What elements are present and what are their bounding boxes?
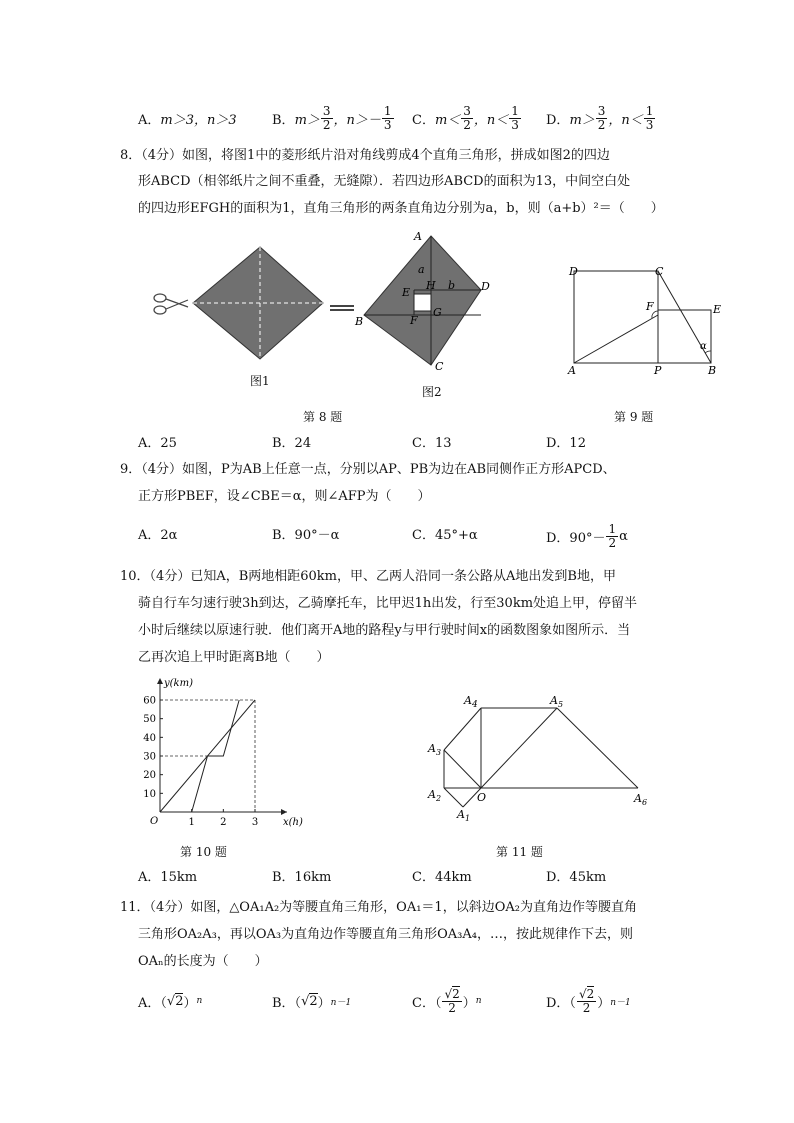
q7-option-b[interactable] <box>272 101 395 135</box>
q7-option-c[interactable] <box>412 101 522 135</box>
y-tick-label: 10 <box>143 788 156 800</box>
series-line-2 <box>192 700 239 812</box>
option-text: ） <box>597 995 611 1011</box>
q10-option-a[interactable]: A．15km <box>138 870 198 885</box>
q8-caption: 第 8 题 <box>303 410 343 424</box>
vertex-label-a6: $A_6$ <box>634 792 648 807</box>
option-label: D． <box>546 112 570 128</box>
q11-line-1: 11．（4分）如图，△OA₁A₂为等腰直角三角形，OA₁＝1，以斜边OA₂为直角边作等腰直角 <box>120 900 637 915</box>
q11-line-2: 三角形OA₂A₃，再以OA₃为直角边作等腰直角三角形OA₃A₄，…，按此规律作下去，则 <box>138 927 633 942</box>
y-axis-label: y(km) <box>164 678 193 689</box>
q10-line-4: 乙再次追上甲时距离B地（ ） <box>138 650 330 665</box>
vertex-label-a4: $A_4$ <box>464 694 478 710</box>
fraction <box>461 105 473 132</box>
option-text: ） <box>183 995 197 1011</box>
numerator: 3 <box>322 103 331 118</box>
y-tick-label: 30 <box>143 751 156 763</box>
vertex-label-o: O <box>477 791 487 804</box>
q8-option-c[interactable]: C．13 <box>412 436 452 451</box>
vertex-label-g: G <box>433 306 442 319</box>
q10-option-c[interactable]: C．44km <box>412 870 472 885</box>
option-text: m＜ <box>434 112 461 128</box>
q8-fig2-caption: 图2 <box>422 385 442 399</box>
sqrt-symbol: √2 <box>301 993 318 1009</box>
fraction <box>606 523 618 550</box>
segment-a5-a6 <box>557 708 638 788</box>
option-label: C． <box>412 112 435 128</box>
x-tick-label: 1 <box>188 817 195 828</box>
fraction <box>596 105 608 132</box>
q11-caption: 第 11 题 <box>496 845 543 859</box>
fraction <box>442 988 461 1015</box>
numerator: √2 <box>578 986 595 1001</box>
angle-label-alpha: α <box>700 341 707 352</box>
vertex-label-b: B <box>708 364 717 377</box>
numerator: 3 <box>597 103 606 118</box>
q11-line-3: OAₙ的长度为（ ） <box>138 954 268 969</box>
q11-option-c[interactable] <box>412 984 482 1018</box>
x-axis-arrow <box>281 809 287 815</box>
option-text: D．（ <box>546 995 576 1011</box>
option-text: m＞ <box>294 112 320 128</box>
segment-a5-o <box>481 708 557 788</box>
q11-option-a[interactable] <box>138 984 202 1018</box>
q7-options <box>138 101 758 135</box>
vertex-label-a: A <box>414 230 422 243</box>
option-label: B． <box>272 112 295 128</box>
denominator: 2 <box>582 1000 591 1015</box>
numerator: 1 <box>511 103 519 118</box>
fraction <box>577 988 596 1015</box>
q8-figure-1 <box>140 240 340 365</box>
segment-a1-a2 <box>444 788 463 807</box>
fraction <box>321 105 333 132</box>
segment-a3-o <box>444 750 481 788</box>
vertex-label-d: D <box>481 280 490 293</box>
scissors-icon <box>154 294 188 314</box>
vertex-label-a3: $A_3$ <box>428 742 442 757</box>
q8-option-d[interactable]: D．12 <box>546 436 586 451</box>
vertex-label-c: C <box>655 265 664 278</box>
option-label: A． <box>138 112 161 128</box>
numerator: 1 <box>608 521 617 536</box>
q7-option-a[interactable] <box>138 101 237 135</box>
vertex-label-d: D <box>569 265 578 278</box>
denominator: 3 <box>383 117 392 132</box>
q11-option-d[interactable] <box>546 984 631 1018</box>
vertex-label-f: F <box>410 314 418 327</box>
fraction <box>382 105 394 132</box>
option-text: m＞ <box>569 112 595 128</box>
x-tick-label: 3 <box>251 817 259 828</box>
exponent: n－1 <box>610 997 631 1008</box>
option-text: ） <box>462 995 476 1011</box>
vertex-label-e: E <box>402 286 411 299</box>
fraction <box>509 105 521 132</box>
q10-option-b[interactable]: B．16km <box>272 870 332 885</box>
option-text: ，n＞－ <box>333 112 381 128</box>
q11-option-b[interactable] <box>272 984 351 1018</box>
option-text: D．90°－ <box>546 530 606 546</box>
q8-fig1-caption: 图1 <box>250 374 270 388</box>
option-text: A．（ <box>138 995 167 1011</box>
denominator: 2 <box>448 1000 456 1015</box>
exponent: n－1 <box>330 997 352 1008</box>
q7-option-d[interactable] <box>546 101 656 135</box>
segment-a3-a4 <box>444 708 481 750</box>
option-text: ，n＜ <box>473 112 509 128</box>
q10-line-3: 小时后继续以原速行驶．他们离开A地的路程y与甲行驶时间x的函数图象如图所示．当 <box>138 623 631 638</box>
vertex-label-a1: $A_1$ <box>457 808 471 823</box>
q8-line-1: 8．（4分）如图，将图1中的菱形纸片沿对角线剪成4个直角三角形，拼成如图2的四边 <box>120 148 610 163</box>
vertex-label-e: E <box>713 303 722 316</box>
q10-line-1: 10．（4分）已知A，B两地相距60km，甲、乙两人沿同一条公路从A地出发到B地，甲 <box>120 569 616 584</box>
y-axis-arrow <box>157 678 163 684</box>
q8-line-2: 形ABCD（相邻纸片之间不重叠，无缝隙）．若四边形ABCD的面积为13，中间空白处 <box>138 174 631 189</box>
q9-line-2: 正方形PBEF，设∠CBE＝α，则∠AFP为（ ） <box>138 489 431 504</box>
denominator: 2 <box>463 117 471 132</box>
side-label-a: a <box>418 263 425 276</box>
q10-line-2: 骑自行车匀速行驶3h到达，乙骑摩托车，比甲迟1h出发，行至30km处追上甲，停留半 <box>138 596 638 611</box>
q9-option-d[interactable] <box>546 519 628 553</box>
vertex-label-p: P <box>654 364 662 377</box>
q11-figure <box>420 690 660 825</box>
exponent: n <box>196 996 203 1006</box>
vertex-label-c: C <box>435 360 444 373</box>
q8-option-a[interactable]: A．25 <box>138 436 177 451</box>
exponent: n <box>475 996 482 1006</box>
origin-label: O <box>150 816 159 827</box>
q8-option-b[interactable]: B．24 <box>272 436 312 451</box>
option-text: C．（ <box>412 995 442 1011</box>
vertex-label-a2: $A_2$ <box>428 788 442 803</box>
option-text: ，n＜ <box>608 112 643 128</box>
denominator: 3 <box>645 117 654 132</box>
q10-chart <box>140 672 303 832</box>
fraction <box>644 105 656 132</box>
q9-option-c[interactable]: C．45°+α <box>412 528 478 543</box>
q9-option-b[interactable]: B．90°－α <box>272 528 340 543</box>
blank-square-efgh <box>414 294 431 311</box>
q9-line-1: 9．（4分）如图，P为AB上任意一点，分别以AP、PB为边在AB同侧作正方形APCD、 <box>120 462 616 477</box>
q9-option-a[interactable]: A．2α <box>138 528 178 543</box>
segment-af <box>574 315 658 363</box>
y-tick-label: 50 <box>143 714 156 726</box>
x-axis-label: x(h) <box>283 817 303 828</box>
side-label-b: b <box>448 279 456 292</box>
q9-figure <box>560 260 730 380</box>
vertex-label-a: A <box>568 364 576 377</box>
option-text: α <box>619 528 628 544</box>
sqrt-symbol: √2 <box>166 993 184 1009</box>
vertex-label-h: H <box>426 279 436 292</box>
numerator: 1 <box>645 103 654 118</box>
vertex-label-b: B <box>355 315 364 328</box>
numerator: √2 <box>444 986 460 1001</box>
option-text: ） <box>317 995 331 1011</box>
vertex-label-a5: $A_5$ <box>550 694 564 709</box>
denominator: 3 <box>511 117 519 132</box>
q8-figure-2 <box>350 228 500 378</box>
square-apcd <box>574 271 658 363</box>
denominator: 2 <box>608 535 617 550</box>
q10-option-d[interactable]: D．45km <box>546 870 607 885</box>
option-text: m＞3，n＞3 <box>160 112 237 128</box>
q8-line-3: 的四边形EFGH的面积为1，直角三角形的两条直角边分别为a，b，则（a+b）²＝（ ） <box>138 201 664 216</box>
vertex-label-f: F <box>646 300 654 313</box>
q9-caption: 第 9 题 <box>614 410 654 424</box>
numerator: 1 <box>383 103 392 118</box>
option-text: B．（ <box>272 995 302 1011</box>
denominator: 2 <box>322 117 331 132</box>
y-tick-label: 60 <box>143 695 156 707</box>
numerator: 3 <box>463 103 471 118</box>
y-tick-label: 20 <box>143 770 156 782</box>
denominator: 2 <box>597 117 606 132</box>
q10-caption: 第 10 题 <box>180 845 227 859</box>
y-tick-label: 40 <box>143 732 156 744</box>
x-tick-label: 2 <box>220 817 227 828</box>
